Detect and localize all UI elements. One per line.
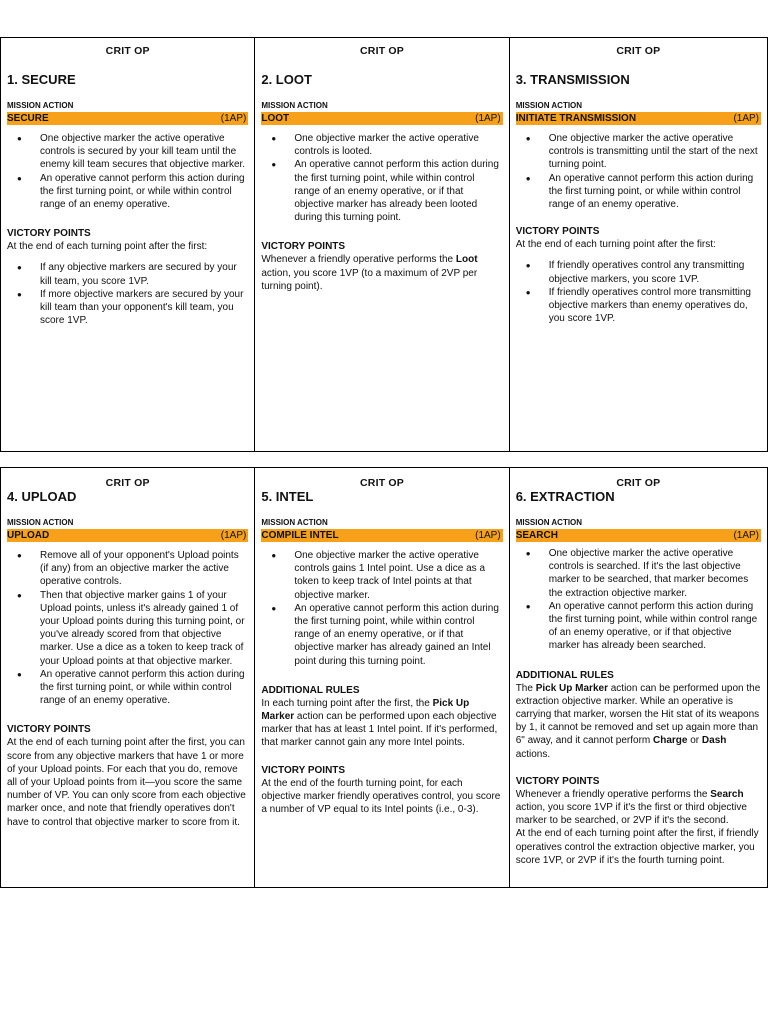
action-name: UPLOAD: [7, 530, 50, 541]
victory-points-heading: VICTORY POINTS: [515, 226, 600, 238]
victory-points-heading: VICTORY POINTS: [7, 228, 91, 240]
mission-action-label: MISSION ACTION: [7, 518, 74, 527]
action-cost: (1AP): [733, 113, 760, 124]
vp-text: Whenever a friendly operative performs the Search action, you score 1VP if it's the first or third objective marker to be searched, or 2VP if it's the second.: [515, 788, 747, 827]
mission-action-label: MISSION ACTION: [515, 518, 583, 527]
action-cost: (1AP): [733, 530, 760, 541]
action-name: SEARCH: [515, 530, 558, 541]
crit-op-label: CRIT OP: [105, 477, 150, 489]
list-item: ● If friendly operatives control any transmitting objective markers, you score 1VP.: [516, 259, 761, 285]
action-rules-list: [261, 132, 502, 224]
action-cost: (1AP): [475, 113, 501, 124]
victory-points-heading: VICTORY POINTS: [7, 724, 91, 736]
mission-action-label: MISSION ACTION: [261, 101, 328, 110]
action-rules-list: [7, 549, 248, 707]
additional-rules-heading: ADDITIONAL RULES: [515, 669, 614, 681]
list-item: ● An operative cannot perform this action during the first turning point, while within control range of an enemy operative, or if that objective marker has already gained an Intel point during this turning point.: [261, 602, 502, 668]
card-loot: [255, 38, 509, 451]
additional-rules-text: In each turning point after the first, the Pick Up Marker action can be performed upon each objective marker that has at least 1 Intel point. If it's performed, that marker cannot gain any more Intel points.: [261, 697, 498, 749]
card-title: 4. UPLOAD: [7, 489, 77, 504]
list-item: ● An operative cannot perform this action during the first turning point, or while within control range of an enemy operative.: [516, 172, 761, 212]
action-cost: (1AP): [220, 113, 247, 124]
mission-action-label: MISSION ACTION: [515, 101, 583, 110]
action-bar: [261, 529, 502, 542]
action-rules-list: [516, 132, 761, 211]
card-title: 1. SECURE: [7, 72, 76, 87]
list-item: ● An operative cannot perform this action during the first turning point, or while within control range of an enemy operative.: [7, 172, 248, 212]
crit-op-label: CRIT OP: [616, 477, 661, 489]
vp-text: At the end of each turning point after the first, you can score from any objective markers that have 1 or more of your Upload points. For each that you do, remove all of your Upload points from it—you score the same number of VP. You can only score from each objective marker once, and note that friendly operatives don't have to control that objective marker to score from it.: [7, 737, 246, 828]
list-item: ● One objective marker the active operative controls is searched. If it's the last objective marker to be searched, that marker becomes the extraction objective marker.: [516, 547, 761, 600]
action-bar: [516, 529, 761, 542]
list-item: ● One objective marker the active operative controls is transmitting until the start of the next turning point.: [516, 132, 761, 172]
additional-rules-text: The Pick Up Marker action can be performed upon the extraction objective marker. While an operative is carrying that marker, worsen the Hit stat of its weapons by 1, it cannot be removed and set up again more than 6" away, and it cannot perform Charge or Dash actions.: [515, 682, 761, 760]
card-intel: [255, 468, 509, 887]
list-item: ● Then that objective marker gains 1 of your Upload points, unless it's already gained 1 of your Upload points during this turning point, or you've already scored from that objective marker. Use a dice as a token to keep track of your Upload points at that objective marker.: [7, 589, 248, 668]
action-name: LOOT: [261, 113, 290, 124]
card-title: 2. LOOT: [261, 72, 312, 87]
action-bar: [261, 112, 502, 125]
action-bar: [7, 112, 248, 125]
action-rules-list: [516, 547, 761, 653]
action-bar: [516, 112, 761, 125]
card-secure: [1, 38, 255, 451]
card-title: 3. TRANSMISSION: [515, 72, 630, 87]
vp-text-2: At the end of each turning point after the first, if friendly operatives control the extraction objective marker, you score 1VP, or 2VP if it's the fourth turning point.: [515, 828, 759, 866]
crit-op-label: CRIT OP: [360, 477, 405, 489]
list-item: ● One objective marker the active operative controls gains 1 Intel point. Use a dice as a token to keep track of Intel points at that objective marker.: [261, 549, 502, 602]
card-upload: [1, 468, 255, 887]
action-cost: (1AP): [475, 530, 501, 541]
vp-intro: At the end of each turning point after the first:: [7, 241, 208, 253]
action-name: INITIATE TRANSMISSION: [515, 113, 637, 124]
victory-points-heading: VICTORY POINTS: [515, 775, 600, 787]
list-item: ● An operative cannot perform this action during the first turning point, while within control range of an enemy operative, or if that objective marker has already been searched.: [516, 600, 761, 653]
list-item: ● One objective marker the active operative controls is looted.: [261, 132, 502, 158]
list-item: ● If friendly operatives control more transmitting objective markers than enemy operatives do, you score 1VP.: [516, 286, 761, 326]
crit-op-label: CRIT OP: [616, 45, 661, 57]
action-name: COMPILE INTEL: [261, 530, 339, 541]
vp-rules-list: [516, 259, 761, 325]
list-item: ● If more objective markers are secured by your kill team than your opponent's kill team, you score 1VP.: [7, 288, 248, 328]
list-item: ● An operative cannot perform this action during the first turning point, while within control range of an enemy operative, or if that objective marker has already been looted during this turning point.: [261, 158, 502, 224]
mission-action-label: MISSION ACTION: [261, 518, 328, 527]
action-name: SECURE: [7, 113, 49, 124]
crit-op-sheet-top: [0, 37, 768, 452]
mission-action-label: MISSION ACTION: [7, 101, 74, 110]
vp-text: Whenever a friendly operative performs the Loot action, you score 1VP (to a maximum of 2VP per turning point).: [261, 254, 478, 292]
card-transmission: [510, 38, 767, 451]
list-item: ● An operative cannot perform this action during the first turning point, or while within control range of an enemy operative.: [7, 668, 248, 708]
list-item: ● Remove all of your opponent's Upload points (if any) from an objective marker the active operative controls.: [7, 549, 248, 589]
vp-intro: At the end of each turning point after the first:: [515, 239, 716, 251]
victory-points-heading: VICTORY POINTS: [261, 764, 346, 776]
action-rules-list: [7, 132, 248, 211]
card-extraction: [510, 468, 767, 887]
vp-rules-list: [7, 261, 248, 327]
crit-op-label: CRIT OP: [360, 45, 405, 57]
action-rules-list: [261, 549, 502, 668]
vp-text: At the end of the fourth turning point, for each objective marker friendly operatives control, you score a number of VP equal to its Intel points (i.e., 0-3).: [261, 777, 501, 816]
action-cost: (1AP): [220, 530, 247, 541]
card-title: 6. EXTRACTION: [515, 489, 615, 504]
crit-op-sheet-bottom: [0, 467, 768, 888]
crit-op-label: CRIT OP: [105, 45, 150, 57]
list-item: ● If any objective markers are secured by your kill team, you score 1VP.: [7, 261, 248, 287]
victory-points-heading: VICTORY POINTS: [261, 241, 346, 253]
additional-rules-heading: ADDITIONAL RULES: [261, 684, 360, 696]
list-item: ● One objective marker the active operative controls is secured by your kill team until the enemy kill team secures that objective marker.: [7, 132, 248, 172]
card-title: 5. INTEL: [261, 489, 314, 504]
action-bar: [7, 529, 248, 542]
